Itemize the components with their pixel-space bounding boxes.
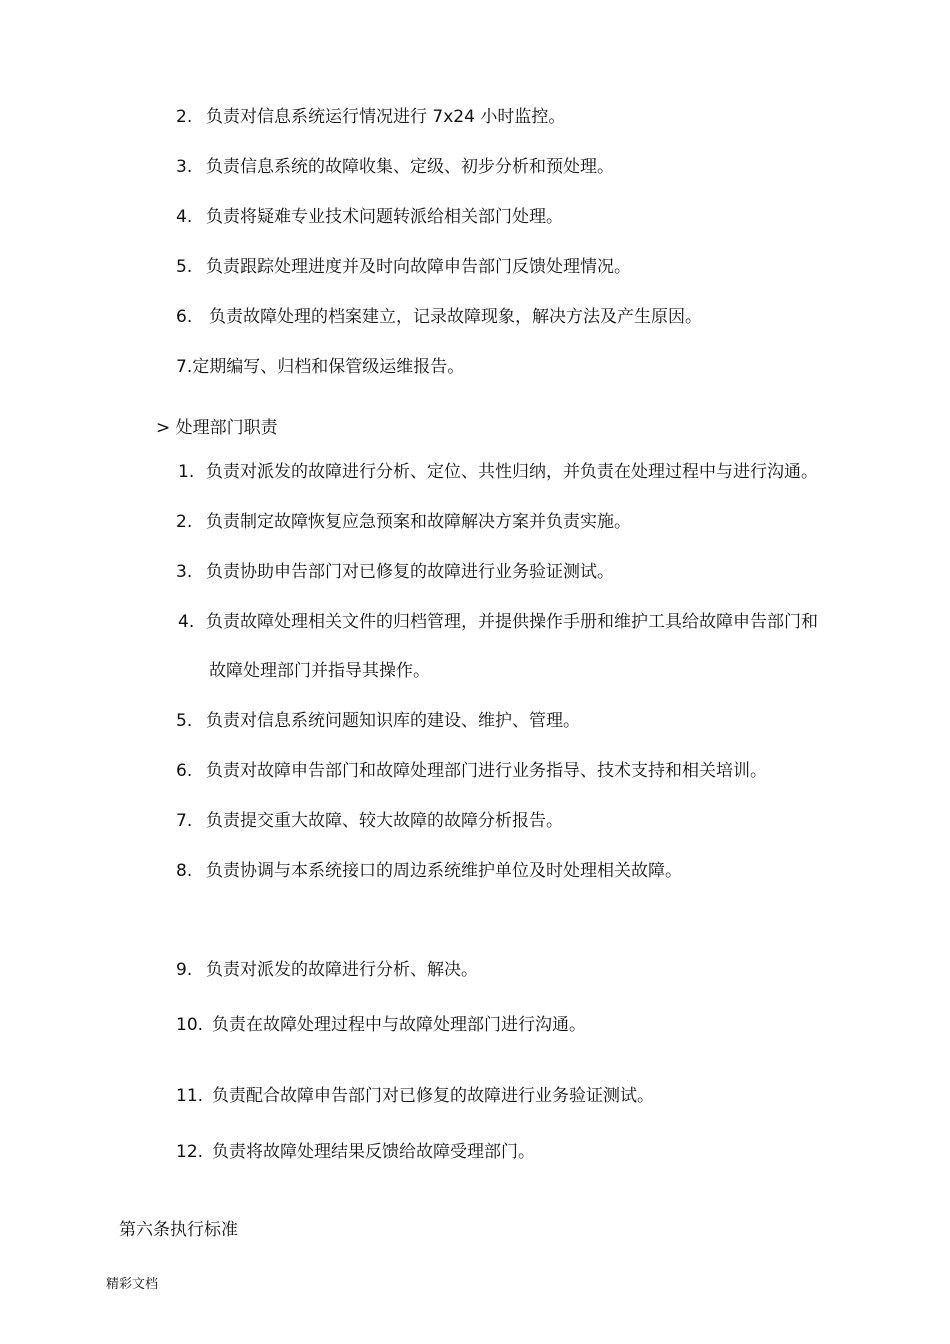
list-item bbox=[176, 205, 563, 229]
list-item bbox=[176, 155, 614, 179]
list-text: 负责在故障处理过程中与故障处理部门进行沟通。 bbox=[212, 1015, 586, 1035]
list-number: 2. bbox=[176, 512, 193, 532]
list-text: 负责故障处理相关文件的归档管理，并提供操作手册和维护工具给故障申告部门和 bbox=[206, 612, 818, 632]
list-item bbox=[176, 105, 565, 129]
list-text: 负责制定故障恢复应急预案和故障解决方案并负责实施。 bbox=[206, 512, 631, 532]
list-item bbox=[176, 759, 767, 783]
list-number: 4. bbox=[178, 612, 195, 632]
list-number: 5. bbox=[176, 711, 193, 731]
list-text: 定期编写、归档和保管级运维报告。 bbox=[192, 357, 465, 377]
list-number: 8. bbox=[176, 861, 193, 881]
list-number: 12. bbox=[176, 1142, 204, 1162]
list-number: 1. bbox=[178, 462, 195, 482]
list-text: 负责信息系统的故障收集、定级、初步分析和预处理。 bbox=[206, 157, 614, 177]
list-item bbox=[176, 1140, 535, 1164]
list-number: 7. bbox=[176, 811, 193, 831]
list-number: 11. bbox=[176, 1086, 204, 1106]
list-number: 4. bbox=[176, 207, 193, 227]
list-number: 6. bbox=[176, 761, 193, 781]
list-item bbox=[178, 460, 818, 484]
list-text: 负责协助申告部门对已修复的故障进行业务验证测试。 bbox=[206, 562, 614, 582]
list-item bbox=[176, 1013, 586, 1037]
list-item bbox=[176, 1084, 654, 1108]
section-heading: > 处理部门职责 bbox=[156, 418, 278, 438]
list-number: 3. bbox=[176, 157, 193, 177]
list-item bbox=[178, 610, 818, 634]
list-number: 3. bbox=[176, 562, 193, 582]
list-number: 10. bbox=[176, 1015, 204, 1035]
article-heading: 第六条执行标准 bbox=[119, 1220, 238, 1240]
list-item bbox=[176, 859, 682, 883]
page-footer: 精彩文档 bbox=[106, 1277, 159, 1292]
list-item bbox=[176, 510, 631, 534]
list-number: 7. bbox=[176, 357, 193, 377]
list-text: 负责提交重大故障、较大故障的故障分析报告。 bbox=[206, 811, 563, 831]
list-text: 负责协调与本系统接口的周边系统维护单位及时处理相关故障。 bbox=[206, 861, 682, 881]
list-text: 负责故障处理的档案建立，记录故障现象，解决方法及产生原因。 bbox=[209, 307, 702, 327]
list-item bbox=[176, 560, 614, 584]
list-number: 6. bbox=[176, 307, 193, 327]
list-number: 2. bbox=[176, 107, 193, 127]
list-text: 负责对信息系统运行情况进行 7x24 小时监控。 bbox=[206, 107, 566, 127]
list-text: 负责将故障处理结果反馈给故障受理部门。 bbox=[212, 1142, 535, 1162]
list-item bbox=[176, 958, 478, 982]
list-item bbox=[176, 305, 702, 329]
list-text: 负责跟踪处理进度并及时向故障申告部门反馈处理情况。 bbox=[206, 257, 631, 277]
list-text: 负责配合故障申告部门对已修复的故障进行业务验证测试。 bbox=[212, 1086, 654, 1106]
list-number: 9. bbox=[176, 960, 193, 980]
list-text: 负责对故障申告部门和故障处理部门进行业务指导、技术支持和相关培训。 bbox=[206, 761, 767, 781]
list-item bbox=[176, 355, 464, 379]
list-item bbox=[176, 255, 631, 279]
list-text: 负责将疑难专业技术问题转派给相关部门处理。 bbox=[206, 207, 563, 227]
list-text: 负责对派发的故障进行分析、定位、共性归纳，并负责在处理过程中与进行沟通。 bbox=[206, 462, 818, 482]
list-number: 5. bbox=[176, 257, 193, 277]
list-item bbox=[176, 809, 563, 833]
list-item bbox=[176, 709, 580, 733]
list-item-continuation: 故障处理部门并指导其操作。 bbox=[209, 661, 430, 681]
list-text: 负责对信息系统问题知识库的建设、维护、管理。 bbox=[206, 711, 580, 731]
list-text: 负责对派发的故障进行分析、解决。 bbox=[206, 960, 478, 980]
